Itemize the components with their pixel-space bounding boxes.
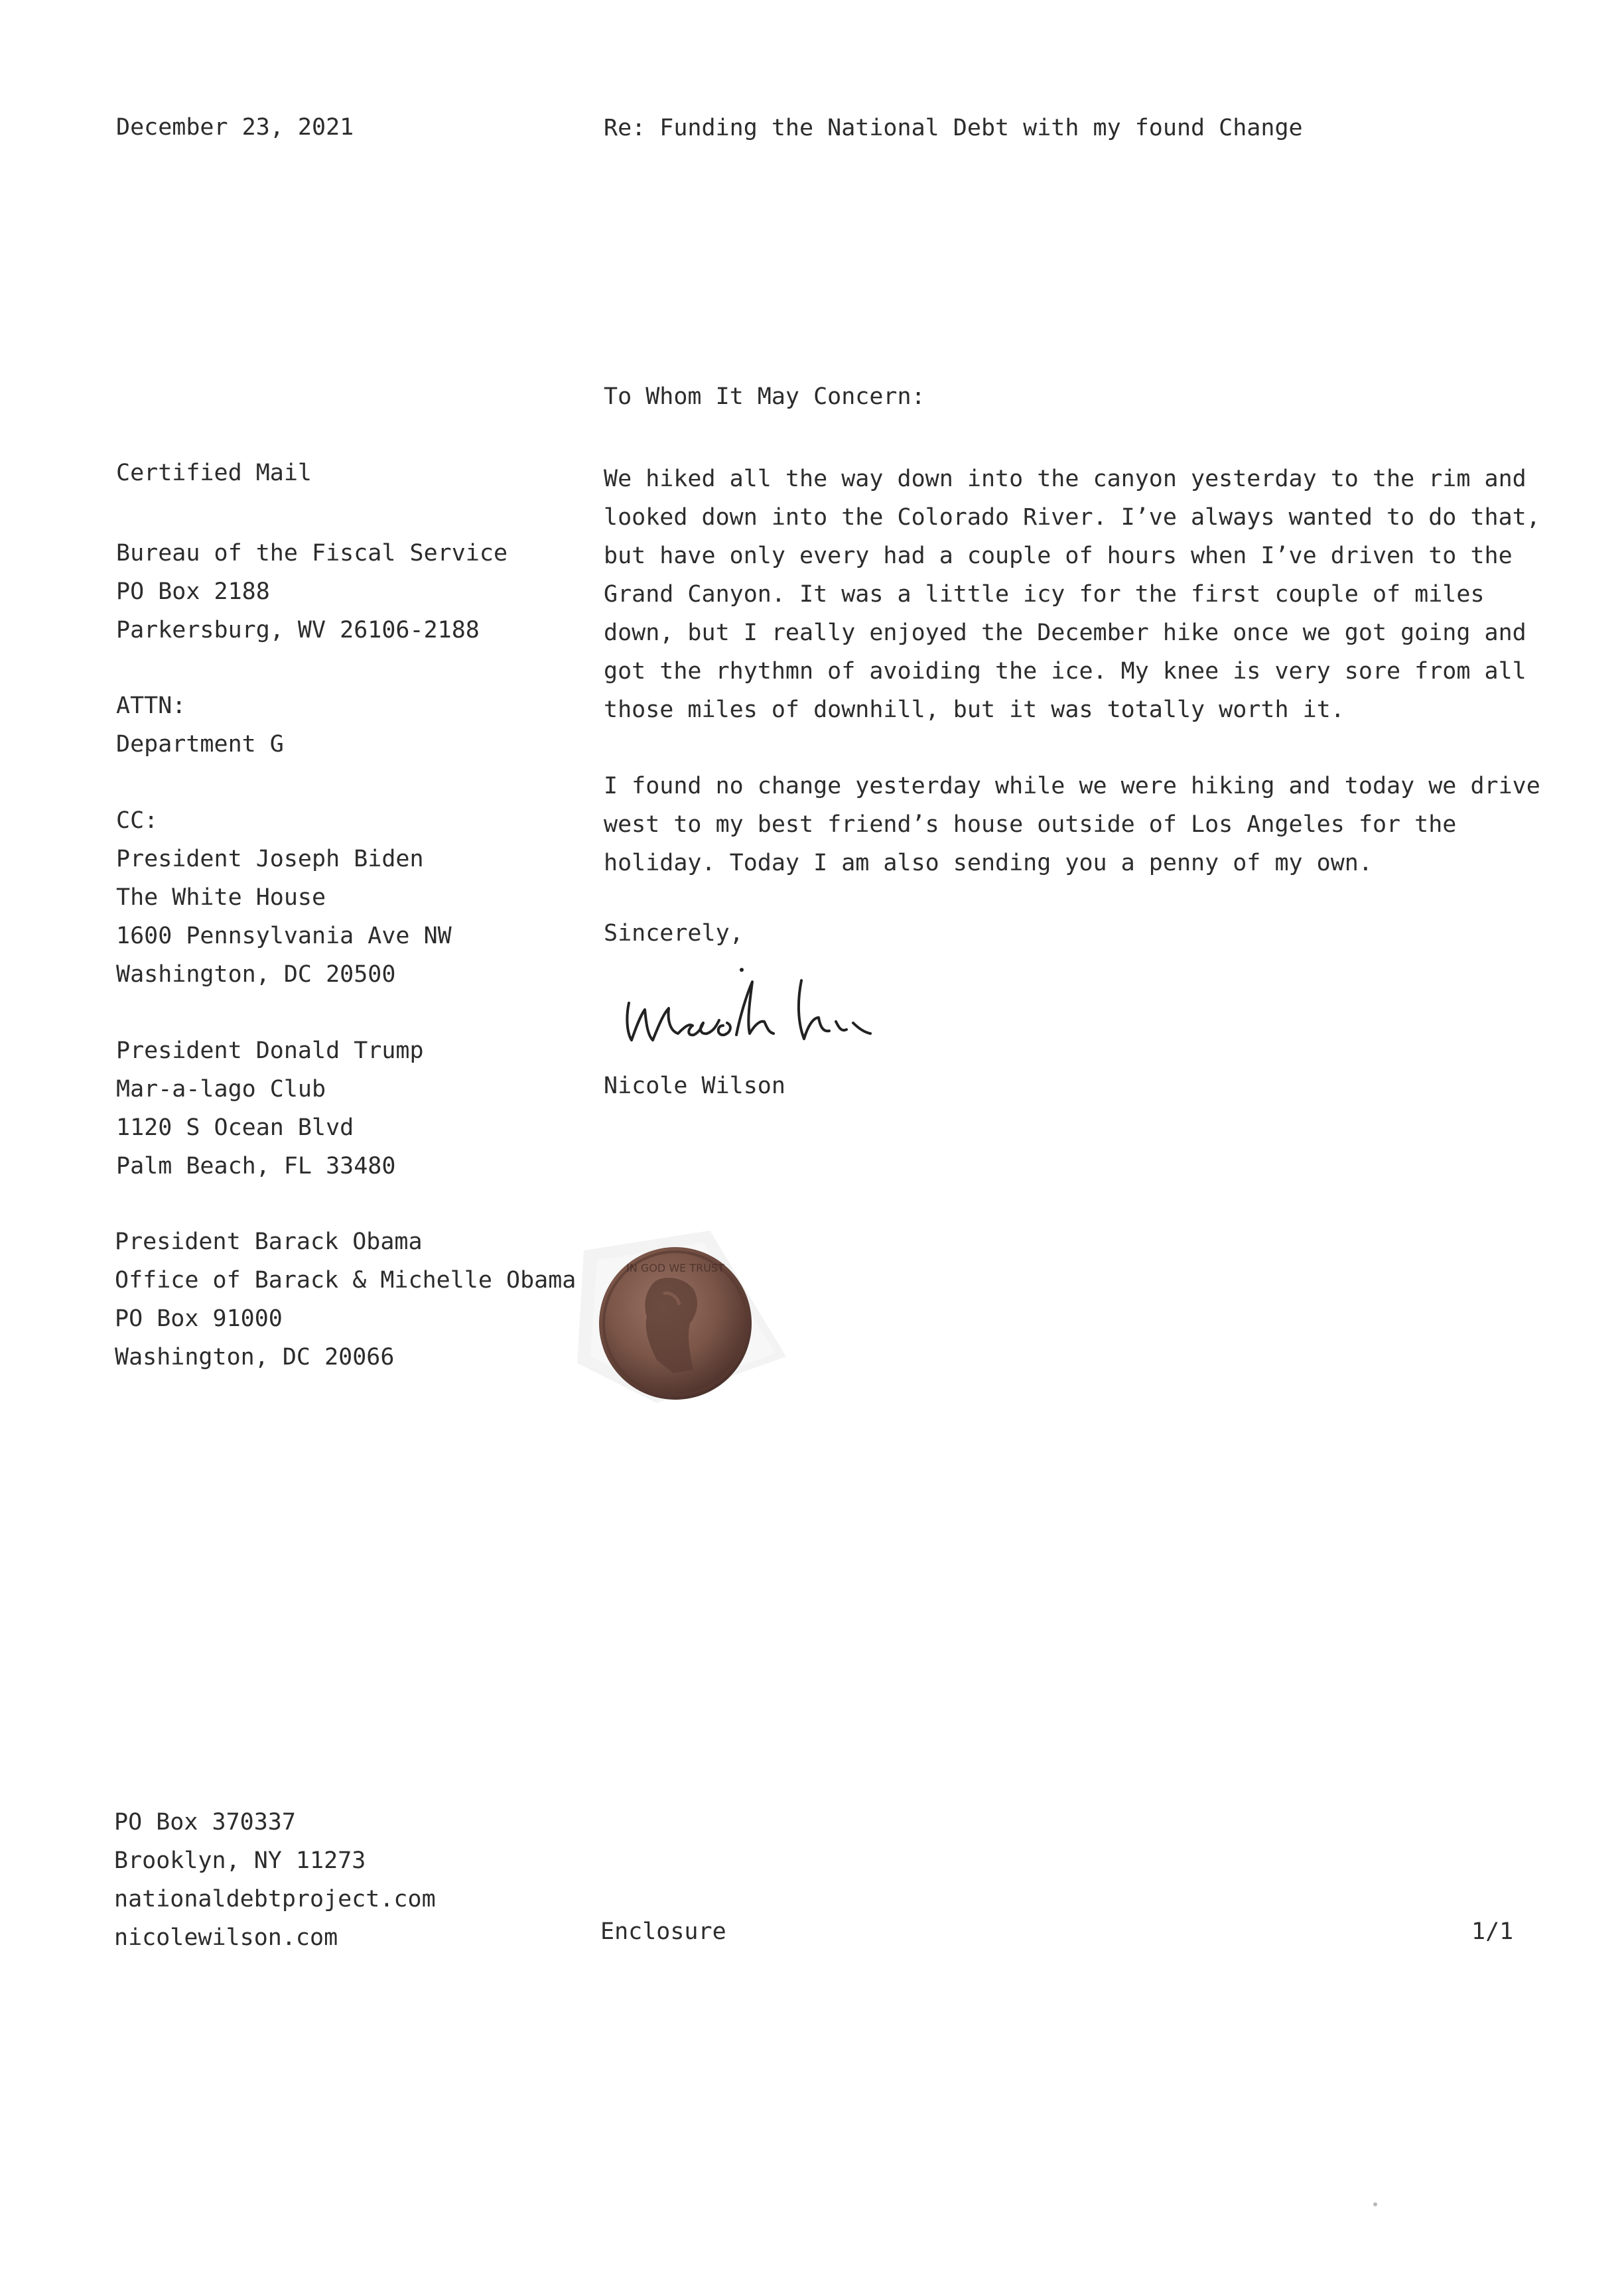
address-line: PO Box 91000 <box>115 1305 283 1332</box>
paragraph-line: I found no change yesterday while we were hiking and today we drive <box>604 773 1540 799</box>
salutation: To Whom It May Concern: <box>604 383 925 410</box>
address-line: PO Box 2188 <box>116 578 270 605</box>
cc-trump <box>116 1032 424 1185</box>
cc-obama <box>115 1223 576 1376</box>
sender-line: Brooklyn, NY 11273 <box>114 1847 366 1874</box>
address-line: Washington, DC 20066 <box>115 1344 395 1370</box>
address-line: 1120 S Ocean Blvd <box>116 1114 354 1141</box>
attn-label: ATTN: <box>116 693 186 719</box>
address-line: President Joseph Biden <box>116 846 424 872</box>
sender-line: PO Box 370337 <box>114 1809 296 1836</box>
paragraph-line: down, but I really enjoyed the December hike once we got going and <box>604 620 1526 646</box>
closing: Sincerely, <box>604 920 744 947</box>
delivery-method: Certified Mail <box>116 460 312 486</box>
paragraph-line: west to my best friend’s house outside of Los Angeles for the <box>604 811 1457 838</box>
address-line: The White House <box>116 884 326 911</box>
signature <box>617 962 962 1061</box>
enclosure-note: Enclosure <box>600 1918 726 1945</box>
penny-icon <box>557 1231 796 1430</box>
signer-name: Nicole Wilson <box>604 1073 785 1099</box>
page-number: 1/1 <box>1471 1918 1514 1945</box>
address-line: Mar-a-lago Club <box>116 1076 326 1103</box>
signature-icon <box>617 962 962 1061</box>
body-paragraph <box>604 460 1540 729</box>
address-line: Washington, DC 20500 <box>116 961 396 988</box>
paragraph-line: We hiked all the way down into the canyon yesterday to the rim and <box>604 466 1526 492</box>
penny-enclosure <box>557 1231 796 1430</box>
recipient-address <box>116 534 508 649</box>
attn-department: Department G <box>116 731 284 758</box>
address-line: President Donald Trump <box>116 1037 424 1064</box>
attn-block <box>116 687 284 764</box>
sender-website: nationaldebtproject.com <box>114 1886 436 1912</box>
sender-website: nicolewilson.com <box>114 1924 338 1951</box>
address-line: President Barack Obama <box>115 1229 423 1255</box>
address-line: Parkersburg, WV 26106-2188 <box>116 617 480 643</box>
paragraph-line: holiday. Today I am also sending you a penny of my own. <box>604 850 1373 876</box>
paragraph-line: got the rhythmn of avoiding the ice. My knee is very sore from all <box>604 658 1526 685</box>
paragraph-line: but have only every had a couple of hours when I’ve driven to the <box>604 543 1513 569</box>
address-line: 1600 Pennsylvania Ave NW <box>116 923 452 949</box>
sender-address <box>114 1803 436 1957</box>
cc-biden <box>116 801 452 994</box>
paragraph-line: those miles of downhill, but it was totally worth it. <box>604 697 1345 723</box>
address-line: Office of Barack & Michelle Obama <box>115 1267 576 1294</box>
address-line: Bureau of the Fiscal Service <box>116 540 508 567</box>
paragraph-line: Grand Canyon. It was a little icy for the first couple of miles <box>604 581 1485 608</box>
body-paragraph <box>604 767 1540 882</box>
scan-speck <box>1373 2202 1377 2206</box>
paragraph-line: looked down into the Colorado River. I’ve always wanted to do that, <box>604 504 1540 531</box>
cc-label: CC: <box>116 807 159 834</box>
svg-text:IN GOD WE TRUST: IN GOD WE TRUST <box>626 1262 724 1274</box>
letter-date: December 23, 2021 <box>116 114 354 141</box>
letter-subject: Re: Funding the National Debt with my found Change <box>604 115 1303 141</box>
address-line: Palm Beach, FL 33480 <box>116 1153 396 1179</box>
